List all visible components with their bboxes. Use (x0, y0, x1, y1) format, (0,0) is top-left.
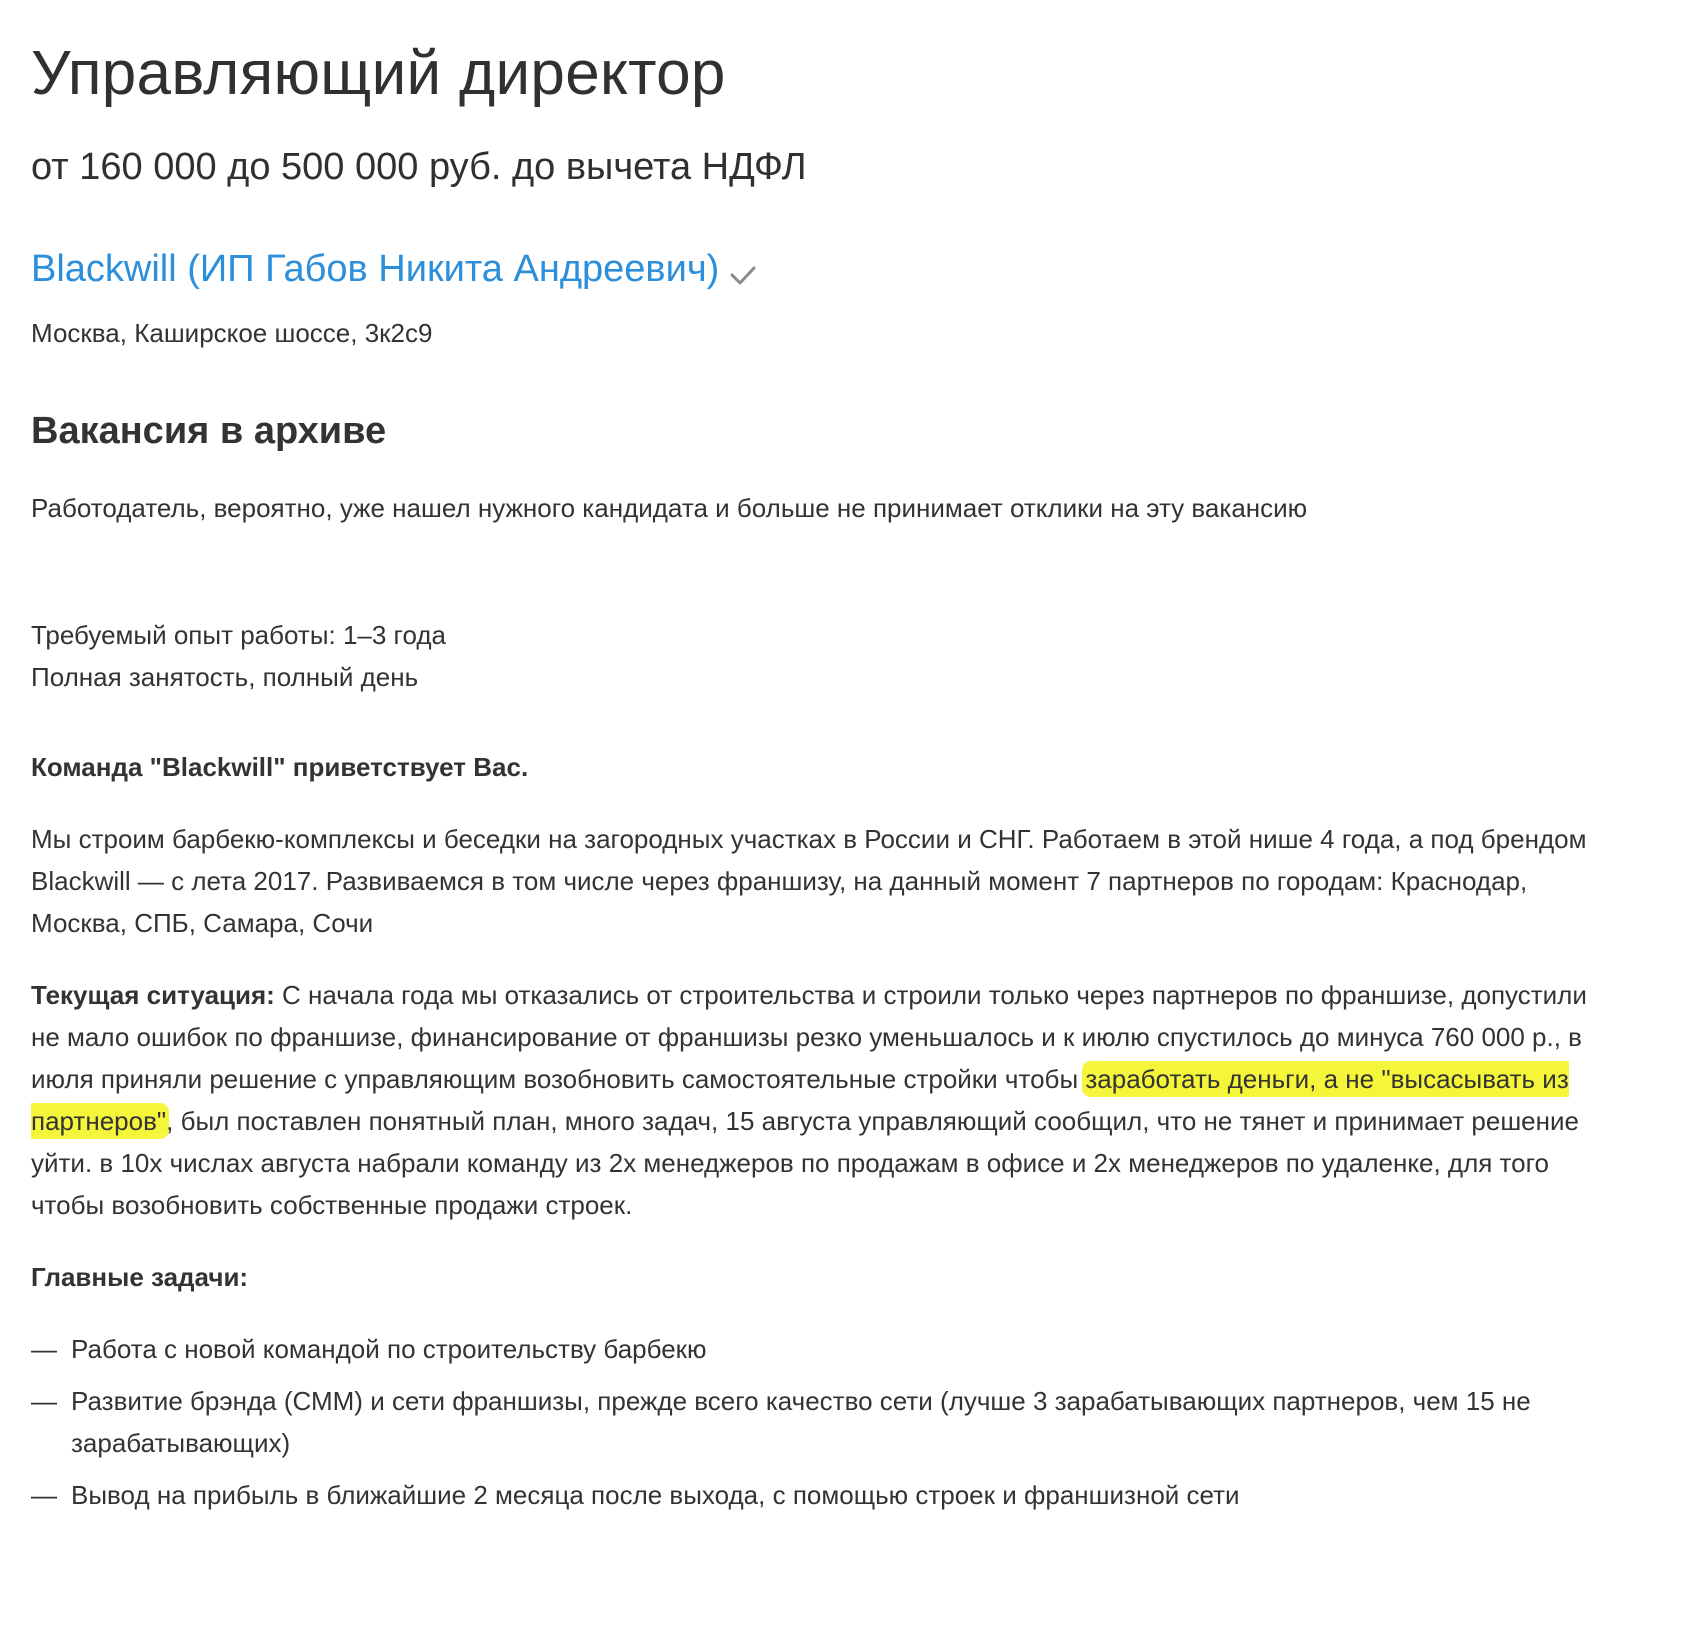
archive-title: Вакансия в архиве (31, 410, 387, 452)
task-text: Работа с новой командой по строительству барбекю (71, 1334, 707, 1364)
situation-highlight: заработать деньги, а не "высасывать из партнеров" (31, 1064, 1569, 1136)
tasks-title: Главные задачи: (31, 1262, 249, 1292)
checkmark-icon (729, 261, 757, 289)
vacancy-conditions (31, 614, 446, 698)
greeting-paragraph (31, 746, 1621, 788)
list-item (31, 1328, 1621, 1370)
situation-label: Текущая ситуация: (31, 980, 275, 1010)
task-text: Развитие брэнда (СММ) и сети франшизы, прежде всего качество сети (лучше 3 зарабатывающих партнеров, чем 15 не зарабатывающих) (71, 1386, 1531, 1458)
list-dash: — (31, 1480, 57, 1510)
list-item (31, 1380, 1621, 1464)
employment-type: Полная занятость, полный день (31, 662, 419, 692)
situation-text-part1: С начала года мы отказались от строительства и строили только через партнеров по франшизе, допустили не мало ошибок по франшизе, финансирование от франшизы резко уменьшалось и к июлю спустилось до минуса 760 000 р., в июля приняли решение с управляющим возобновить самостоятельные стройки чтобы (31, 980, 1587, 1094)
list-dash: — (31, 1334, 57, 1364)
list-dash: — (31, 1386, 57, 1416)
tasks-list (31, 1328, 1621, 1516)
greeting-text: Команда "Blackwill" приветствует Вас. (31, 752, 529, 782)
situation-paragraph (31, 974, 1621, 1226)
vacancy-address: Москва, Каширское шоссе, 3к2с9 (31, 318, 433, 348)
vacancy-salary: от 160 000 до 500 000 руб. до вычета НДФЛ (31, 146, 807, 188)
task-text: Вывод на прибыль в ближайшие 2 месяца после выхода, с помощью строек и франшизной сети (71, 1480, 1240, 1510)
employer-link[interactable]: Blackwill (ИП Габов Никита Андреевич) (31, 248, 720, 290)
vacancy-description (31, 746, 1621, 1526)
archive-notice: Работодатель, вероятно, уже нашел нужного кандидата и больше не принимает отклики на эту вакансию (31, 493, 1308, 523)
tasks-title-paragraph (31, 1256, 1621, 1298)
experience-requirement: Требуемый опыт работы: 1–3 года (31, 620, 446, 650)
about-paragraph: Мы строим барбекю-комплексы и беседки на загородных участках в России и СНГ. Работаем в этой нише 4 года, а под брендом Blackwill — с лета 2017. Развиваемся в том числе через франшизу, на данный момент 7 партнеров по городам: Краснодар, Москва, СПБ, Самара, Сочи (31, 824, 1587, 938)
list-item (31, 1474, 1621, 1516)
employer-row (31, 248, 757, 291)
situation-text-part2: , был поставлен понятный план, много задач, 15 августа управляющий сообщил, что не тянет и принимает решение уйти. в 10х числах августа набрали команду из 2х менеджеров по продажам в офисе и 2х менеджеров по удаленке, для того чтобы возобновить собственные продажи строек. (31, 1106, 1579, 1220)
vacancy-title: Управляющий директор (31, 39, 726, 108)
